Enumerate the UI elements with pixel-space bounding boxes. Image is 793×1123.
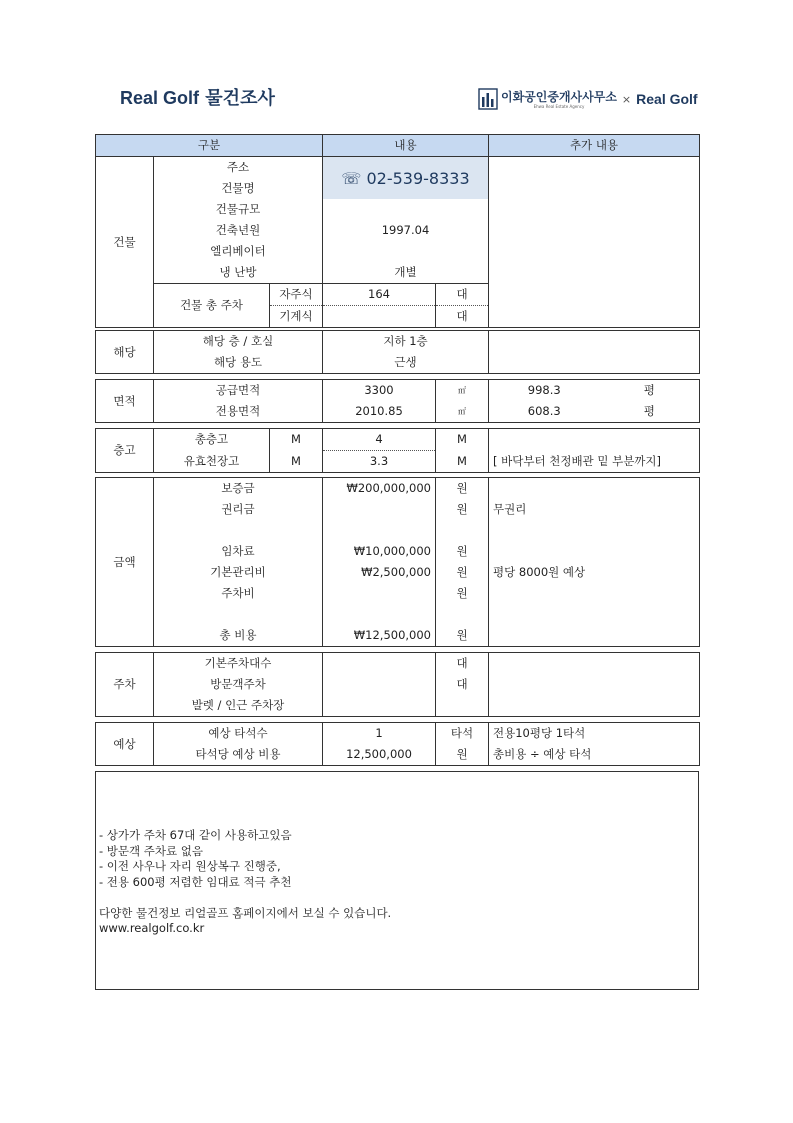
- exclusive-pyeong-value: 608.3: [527, 404, 561, 418]
- exclusive-pyeong-unit: 평: [643, 404, 655, 418]
- section-area: 면적: [96, 380, 154, 423]
- deposit-label: 보증금: [154, 478, 323, 500]
- section-building: 건물: [96, 157, 154, 328]
- rent-label: 임차료: [154, 541, 323, 562]
- building-name-label: 건물명: [154, 178, 323, 199]
- note-line: - 전용 600평 저렴한 임대료 적극 추천: [99, 874, 292, 889]
- section-unit: 해당: [96, 331, 154, 374]
- seats-value: 1: [323, 723, 436, 745]
- cross-symbol: ×: [621, 92, 632, 106]
- mgmt-fee-label: 기본관리비: [154, 562, 323, 583]
- basic-parking-unit: 대: [436, 653, 489, 675]
- self-parking-value: 164: [323, 284, 436, 306]
- basic-parking-value: [323, 653, 436, 675]
- phone-number: [323, 157, 489, 200]
- supply-area-unit: ㎡: [436, 380, 489, 402]
- total-height-label: 총층고: [154, 429, 270, 451]
- hvac-label: 냉 난방: [154, 262, 323, 284]
- building-extra: [489, 157, 700, 328]
- parking-table: [95, 652, 700, 717]
- supply-pyeong-unit: 평: [643, 383, 655, 397]
- valet-parking-unit: [436, 695, 489, 717]
- header-extra: 추가 내용: [489, 135, 700, 157]
- section-cost: 금액: [96, 478, 154, 647]
- height-table: [95, 428, 700, 473]
- premium-label: 권리금: [154, 499, 323, 520]
- doc-title: 물건조사: [205, 88, 275, 109]
- visitor-parking-label: 방문객주차: [154, 674, 323, 695]
- cost-per-seat-value: 12,500,000: [323, 744, 436, 766]
- note-line: - 이전 사우나 자리 원상복구 진행중,: [99, 859, 281, 873]
- floor-label: 해당 층 / 호실: [154, 331, 323, 353]
- building-logo-icon: [478, 88, 498, 110]
- parking-fee-label: 주차비: [154, 583, 323, 604]
- mgmt-fee-note: 평당 8000원 예상: [493, 565, 586, 579]
- self-parking-unit: 대: [436, 284, 489, 306]
- notes-text: [99, 828, 391, 937]
- deposit-unit: 원: [436, 478, 489, 500]
- section-estimate: 예상: [96, 723, 154, 766]
- total-height-value: 4: [323, 429, 436, 451]
- rent-note: [489, 541, 700, 562]
- parking-total-label: 건물 총 주차: [154, 284, 270, 328]
- agency-subtitle: Ehwa Real Estate Agency: [533, 103, 585, 109]
- mech-parking-value: [323, 306, 436, 328]
- effective-height-label: 유효천장고: [154, 451, 270, 473]
- valet-parking-value: [323, 695, 436, 717]
- section-height: 층고: [96, 429, 154, 473]
- website-link[interactable]: www.realgolf.co.kr: [99, 921, 205, 935]
- note-line: 다양한 물건정보 리얼골프 홈페이지에서 보실 수 있습니다.: [99, 905, 392, 920]
- seats-unit: 타석: [436, 723, 489, 745]
- agency-name: 이화공인중개사사무소: [501, 89, 617, 104]
- unit-table: [95, 330, 700, 374]
- total-cost-unit: 원: [436, 625, 489, 647]
- brand-name: Real Golf: [120, 88, 200, 108]
- height-extra: [489, 429, 700, 451]
- premium-note: 무권리: [493, 502, 527, 516]
- note-line: - 방문객 주차료 없음: [99, 843, 203, 858]
- cost-table: [95, 477, 700, 647]
- seats-label: 예상 타석수: [154, 723, 323, 745]
- valet-parking-label: 발렛 / 인근 주차장: [154, 695, 323, 717]
- mech-parking-label: 기계식: [270, 306, 323, 328]
- mgmt-fee-unit: 원: [436, 562, 489, 583]
- parking-fee-value: [323, 583, 436, 604]
- unit-extra: [489, 331, 700, 374]
- supply-area-label: 공급면적: [154, 380, 323, 402]
- effective-height-unit-label: M: [270, 451, 323, 473]
- deposit-value: ₩200,000,000: [323, 478, 436, 500]
- note-line: - 상가가 주차 67대 같이 사용하고있음: [99, 828, 292, 842]
- elevator-value: [323, 241, 489, 262]
- use-value: 근생: [323, 352, 489, 374]
- agency-logo: [478, 88, 698, 110]
- estimate-table: [95, 722, 700, 766]
- address-label: 주소: [154, 157, 323, 179]
- self-parking-label: 자주식: [270, 284, 323, 306]
- cost-per-seat-unit: 원: [436, 744, 489, 766]
- total-cost-value: ₩12,500,000: [323, 625, 436, 647]
- parking-fee-unit: 원: [436, 583, 489, 604]
- table-header-row: [96, 135, 700, 157]
- supply-area-value: 3300: [323, 380, 436, 402]
- building-scale-label: 건물규모: [154, 199, 323, 220]
- supply-pyeong-value: 998.3: [527, 383, 561, 397]
- total-height-unit-label: M: [270, 429, 323, 451]
- phone-icon: ☏: [341, 168, 362, 188]
- total-height-unit: M: [436, 429, 489, 451]
- floor-value: 지하 1층: [323, 331, 489, 353]
- area-table: [95, 379, 700, 423]
- effective-height-value: 3.3: [323, 451, 436, 473]
- building-scale-value: [323, 199, 489, 220]
- exclusive-area-label: 전용면적: [154, 401, 323, 423]
- premium-value: [323, 499, 436, 520]
- mech-parking-unit: 대: [436, 306, 489, 328]
- effective-height-unit: M: [436, 451, 489, 473]
- visitor-parking-value: [323, 674, 436, 695]
- exclusive-area-value: 2010.85: [323, 401, 436, 423]
- phone-value: 02-539-8333: [366, 168, 470, 188]
- header-content: 내용: [323, 135, 489, 157]
- built-year-value: 1997.04: [323, 220, 489, 241]
- visitor-parking-unit: 대: [436, 674, 489, 695]
- header-category: 구분: [96, 135, 323, 157]
- hvac-value: 개별: [323, 262, 489, 284]
- premium-unit: 원: [436, 499, 489, 520]
- section-parking: 주차: [96, 653, 154, 717]
- exclusive-area-unit: ㎡: [436, 401, 489, 423]
- mgmt-fee-value: ₩2,500,000: [323, 562, 436, 583]
- rent-unit: 원: [436, 541, 489, 562]
- total-cost-label: 총 비용: [154, 625, 323, 647]
- note-spacer: [99, 890, 391, 906]
- parking-extra: [489, 653, 700, 717]
- use-label: 해당 용도: [154, 352, 323, 374]
- deposit-note: [489, 478, 700, 500]
- cost-per-seat-note: 총비용 ÷ 예상 타석: [493, 747, 592, 761]
- built-year-label: 건축년원: [154, 220, 323, 241]
- seats-note: 전용10평당 1타석: [493, 726, 586, 740]
- rent-value: ₩10,000,000: [323, 541, 436, 562]
- partner-name: Real Golf: [636, 91, 698, 107]
- basic-parking-label: 기본주차대수: [154, 653, 323, 675]
- cost-per-seat-label: 타석당 예상 비용: [154, 744, 323, 766]
- elevator-label: 엘리베이터: [154, 241, 323, 262]
- page-title: [120, 84, 275, 110]
- building-table: [95, 134, 700, 328]
- height-note: [ 바닥부터 천정배관 밑 부분까지]: [493, 453, 662, 468]
